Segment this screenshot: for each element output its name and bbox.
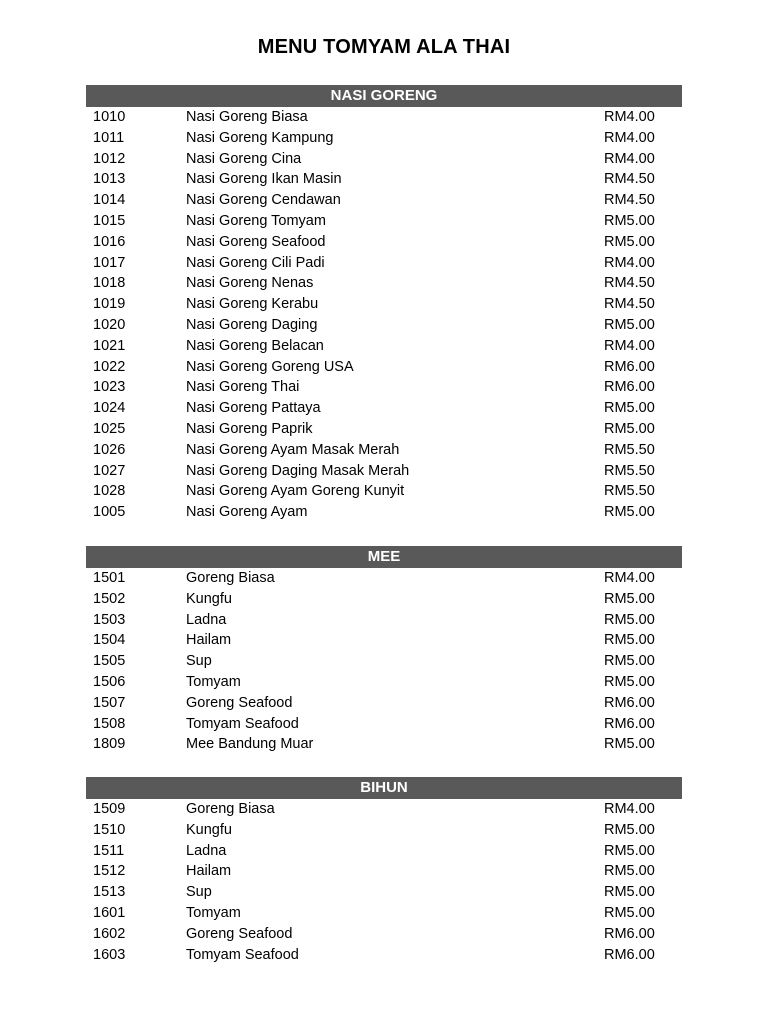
menu-item-code: 1014	[93, 192, 126, 209]
menu-item-row	[86, 461, 682, 482]
menu-item-code: 1015	[93, 212, 126, 229]
menu-item-price: RM6.00	[604, 925, 655, 942]
menu-item-name: Tomyam Seafood	[186, 946, 299, 963]
menu-item-code: 1602	[93, 925, 126, 942]
menu-item-row	[86, 568, 682, 589]
menu-item-name: Kungfu	[186, 590, 232, 607]
menu-item-row	[86, 294, 682, 315]
menu-item-code: 1026	[93, 441, 126, 458]
menu-item-name: Goreng Seafood	[186, 694, 293, 711]
menu-item-price: RM5.50	[604, 441, 655, 458]
menu-item-code: 1502	[93, 590, 126, 607]
menu-item-code: 1023	[93, 379, 126, 396]
menu-item-name: Goreng Biasa	[186, 570, 275, 586]
menu-item-price: RM5.00	[604, 736, 655, 753]
menu-item-price: RM5.00	[604, 590, 655, 607]
menu-item-name: Nasi Goreng Kerabu	[186, 296, 319, 313]
section-mee	[86, 546, 682, 755]
menu-item-name: Ladna	[186, 611, 227, 628]
menu-item-code: 1011	[93, 129, 125, 146]
menu-item-code: 1510	[93, 821, 126, 838]
menu-item-price: RM5.00	[604, 821, 655, 838]
menu-item-price: RM4.00	[604, 254, 655, 271]
menu-item-name: Nasi Goreng Cendawan	[186, 192, 341, 209]
menu-item-code: 1016	[93, 233, 126, 250]
menu-item-name: Sup	[186, 653, 212, 670]
menu-item-code: 1501	[93, 570, 126, 586]
menu-item-row	[86, 734, 682, 755]
menu-item-row	[86, 419, 682, 440]
menu-item-code: 1013	[93, 171, 126, 188]
menu-item-price: RM5.00	[604, 863, 655, 880]
menu-item-price: RM5.00	[604, 632, 655, 649]
menu-item-price: RM5.00	[604, 420, 655, 437]
menu-item-price: RM6.00	[604, 358, 655, 375]
menu-item-price: RM4.50	[604, 296, 655, 313]
menu-item-row	[86, 672, 682, 693]
menu-item-row	[86, 693, 682, 714]
menu-item-name: Sup	[186, 884, 212, 901]
menu-item-code: 1010	[93, 109, 126, 125]
menu-item-name: Nasi Goreng Tomyam	[186, 212, 326, 229]
menu-item-row	[86, 481, 682, 502]
menu-item-price: RM6.00	[604, 946, 655, 963]
menu-item-name: Goreng Seafood	[186, 925, 293, 942]
menu-list	[86, 568, 682, 755]
menu-item-row	[86, 799, 682, 820]
menu-item-price: RM5.50	[604, 483, 655, 500]
menu-item-name: Tomyam	[186, 673, 241, 690]
menu-item-price: RM5.00	[604, 316, 655, 333]
menu-item-price: RM4.00	[604, 337, 655, 354]
menu-item-name: Nasi Goreng Ayam	[186, 504, 308, 521]
menu-item-code: 1513	[93, 884, 126, 901]
section-header: BIHUN	[86, 777, 682, 799]
menu-item-code: 1005	[93, 504, 126, 521]
menu-item-row	[86, 273, 682, 294]
menu-item-price: RM4.00	[604, 129, 655, 146]
menu-item-code: 1507	[93, 694, 126, 711]
menu-item-row	[86, 502, 682, 523]
menu-item-price: RM5.00	[604, 842, 655, 859]
menu-item-name: Nasi Goreng Biasa	[186, 109, 308, 125]
menu-item-row	[86, 336, 682, 357]
menu-item-code: 1809	[93, 736, 126, 753]
menu-item-row	[86, 610, 682, 631]
menu-list	[86, 107, 682, 523]
menu-item-code: 1027	[93, 462, 126, 479]
menu-item-code: 1504	[93, 632, 126, 649]
menu-item-name: Tomyam Seafood	[186, 715, 299, 732]
menu-item-price: RM5.00	[604, 904, 655, 921]
menu-item-name: Kungfu	[186, 821, 232, 838]
menu-list	[86, 799, 682, 965]
menu-item-row	[86, 841, 682, 862]
menu-item-name: Nasi Goreng Pattaya	[186, 400, 321, 417]
menu-item-price: RM5.00	[604, 212, 655, 229]
menu-item-price: RM5.00	[604, 400, 655, 417]
menu-item-code: 1503	[93, 611, 126, 628]
menu-item-price: RM5.00	[604, 884, 655, 901]
menu-item-price: RM4.00	[604, 109, 655, 125]
menu-item-code: 1012	[93, 150, 126, 167]
menu-item-code: 1512	[93, 863, 126, 880]
menu-item-code: 1025	[93, 420, 126, 437]
menu-item-price: RM4.50	[604, 171, 655, 188]
menu-item-price: RM6.00	[604, 715, 655, 732]
menu-item-row	[86, 630, 682, 651]
menu-item-price: RM5.00	[604, 233, 655, 250]
menu-item-name: Nasi Goreng Goreng USA	[186, 358, 354, 375]
menu-item-row	[86, 589, 682, 610]
menu-item-name: Ladna	[186, 842, 227, 859]
menu-item-row	[86, 861, 682, 882]
menu-item-name: Nasi Goreng Daging Masak Merah	[186, 462, 410, 479]
menu-item-price: RM4.00	[604, 570, 655, 586]
menu-item-price: RM5.00	[604, 653, 655, 670]
menu-item-name: Nasi Goreng Seafood	[186, 233, 326, 250]
menu-item-row	[86, 190, 682, 211]
menu-item-code: 1019	[93, 296, 126, 313]
menu-item-name: Hailam	[186, 863, 232, 880]
menu-item-price: RM5.00	[604, 673, 655, 690]
menu-item-price: RM6.00	[604, 694, 655, 711]
menu-item-name: Nasi Goreng Kampung	[186, 129, 334, 146]
menu-item-name: Nasi Goreng Thai	[186, 379, 300, 396]
section-bihun	[86, 777, 682, 965]
menu-item-name: Mee Bandung Muar	[186, 736, 314, 753]
menu-item-name: Nasi Goreng Nenas	[186, 275, 314, 292]
menu-item-row	[86, 903, 682, 924]
menu-item-row	[86, 211, 682, 232]
menu-item-code: 1509	[93, 801, 126, 817]
menu-item-name: Nasi Goreng Ayam Goreng Kunyit	[186, 483, 405, 500]
section-nasi-goreng	[86, 85, 682, 523]
menu-item-price: RM4.00	[604, 150, 655, 167]
menu-item-code: 1024	[93, 400, 126, 417]
menu-item-row	[86, 820, 682, 841]
menu-item-code: 1021	[93, 337, 126, 354]
menu-item-price: RM4.50	[604, 192, 655, 209]
menu-item-name: Nasi Goreng Ayam Masak Merah	[186, 441, 400, 458]
menu-item-price: RM4.00	[604, 801, 655, 817]
menu-item-row	[86, 440, 682, 461]
menu-item-code: 1508	[93, 715, 126, 732]
menu-item-price: RM5.50	[604, 462, 655, 479]
menu-item-name: Goreng Biasa	[186, 801, 275, 817]
menu-item-code: 1020	[93, 316, 126, 333]
menu-item-row	[86, 253, 682, 274]
menu-item-row	[86, 169, 682, 190]
menu-item-price: RM4.50	[604, 275, 655, 292]
menu-item-row	[86, 107, 682, 128]
menu-item-code: 1603	[93, 946, 126, 963]
menu-item-code: 1018	[93, 275, 126, 292]
menu-item-price: RM6.00	[604, 379, 655, 396]
page-title: MENU TOMYAM ALA THAI	[257, 36, 511, 58]
menu-item-price: RM5.00	[604, 611, 655, 628]
menu-item-code: 1505	[93, 653, 126, 670]
menu-item-row	[86, 651, 682, 672]
menu-item-name: Nasi Goreng Belacan	[186, 337, 324, 354]
menu-item-name: Nasi Goreng Cina	[186, 150, 302, 167]
menu-item-name: Nasi Goreng Daging	[186, 316, 318, 333]
menu-item-code: 1017	[93, 254, 126, 271]
menu-item-row	[86, 882, 682, 903]
menu-item-code: 1511	[93, 842, 125, 859]
menu-item-name: Nasi Goreng Paprik	[186, 420, 313, 437]
menu-item-row	[86, 232, 682, 253]
menu-item-code: 1028	[93, 483, 126, 500]
menu-item-row	[86, 398, 682, 419]
menu-item-row	[86, 357, 682, 378]
menu-item-code: 1022	[93, 358, 126, 375]
menu-item-price: RM5.00	[604, 504, 655, 521]
menu-item-name: Nasi Goreng Ikan Masin	[186, 171, 342, 188]
menu-item-name: Hailam	[186, 632, 232, 649]
section-header: MEE	[86, 546, 682, 568]
menu-item-row	[86, 315, 682, 336]
menu-item-name: Tomyam	[186, 904, 241, 921]
menu-item-row	[86, 377, 682, 398]
menu-item-row	[86, 945, 682, 966]
menu-item-code: 1506	[93, 673, 126, 690]
menu-item-row	[86, 149, 682, 170]
menu-item-row	[86, 714, 682, 735]
section-header: NASI GORENG	[86, 85, 682, 107]
menu-item-name: Nasi Goreng Cili Padi	[186, 254, 325, 271]
menu-item-row	[86, 924, 682, 945]
menu-item-code: 1601	[93, 904, 126, 921]
menu-item-row	[86, 128, 682, 149]
